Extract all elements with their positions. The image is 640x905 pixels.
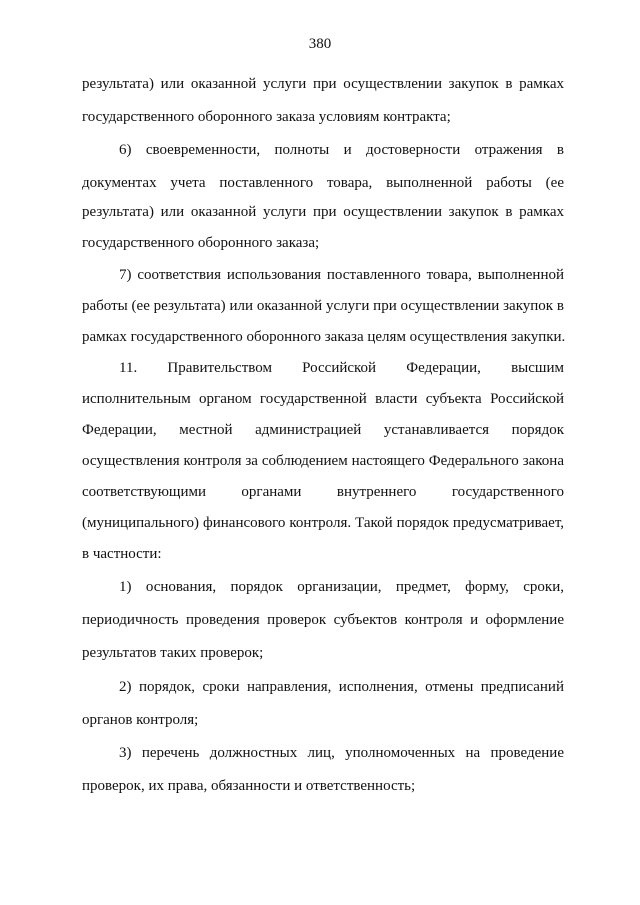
text-line: осуществления контроля за соблюдением настоящего Федерального закона bbox=[82, 453, 564, 469]
text-line: в частности: bbox=[82, 546, 162, 562]
text-line: государственного оборонного заказа; bbox=[82, 235, 320, 251]
text-line: (муниципального) финансового контроля. Такой порядок предусматривает, bbox=[82, 515, 564, 531]
text-line: результатов таких проверок; bbox=[82, 645, 264, 661]
text-line: органов контроля; bbox=[82, 712, 199, 728]
text-line: проверок, их права, обязанности и ответственность; bbox=[82, 778, 416, 794]
text-line: работы (ее результата) или оказанной услуги при осуществлении закупок в bbox=[82, 298, 564, 314]
text-line: государственного оборонного заказа условиям контракта; bbox=[82, 109, 451, 125]
text-line: 2) порядок, сроки направления, исполнения, отмены предписаний bbox=[119, 679, 564, 695]
text-line: результата) или оказанной услуги при осуществлении закупок в рамках bbox=[82, 76, 564, 92]
text-line: результата) или оказанной услуги при осуществлении закупок в рамках bbox=[82, 204, 564, 220]
text-line: 3) перечень должностных лиц, уполномоченных на проведение bbox=[119, 745, 564, 761]
text-line: исполнительным органом государственной власти субъекта Российской bbox=[82, 391, 564, 407]
page-number: 380 bbox=[308, 36, 332, 52]
text-line: 7) соответствия использования поставленного товара, выполненной bbox=[119, 267, 564, 283]
text-line: соответствующими органами внутреннего государственного bbox=[82, 484, 564, 500]
text-line: документах учета поставленного товара, выполненной работы (ее bbox=[82, 175, 564, 191]
text-line: рамках государственного оборонного заказа целям осуществления закупки. bbox=[82, 329, 566, 345]
text-line: 1) основания, порядок организации, предмет, форму, сроки, bbox=[119, 579, 564, 595]
text-line: 11. Правительством Российской Федерации, высшим bbox=[119, 360, 564, 376]
text-line: 6) своевременности, полноты и достоверности отражения в bbox=[119, 142, 564, 158]
text-line: периодичность проведения проверок субъектов контроля и оформление bbox=[82, 612, 564, 628]
text-line: Федерации, местной администрацией устанавливается порядок bbox=[82, 422, 564, 438]
